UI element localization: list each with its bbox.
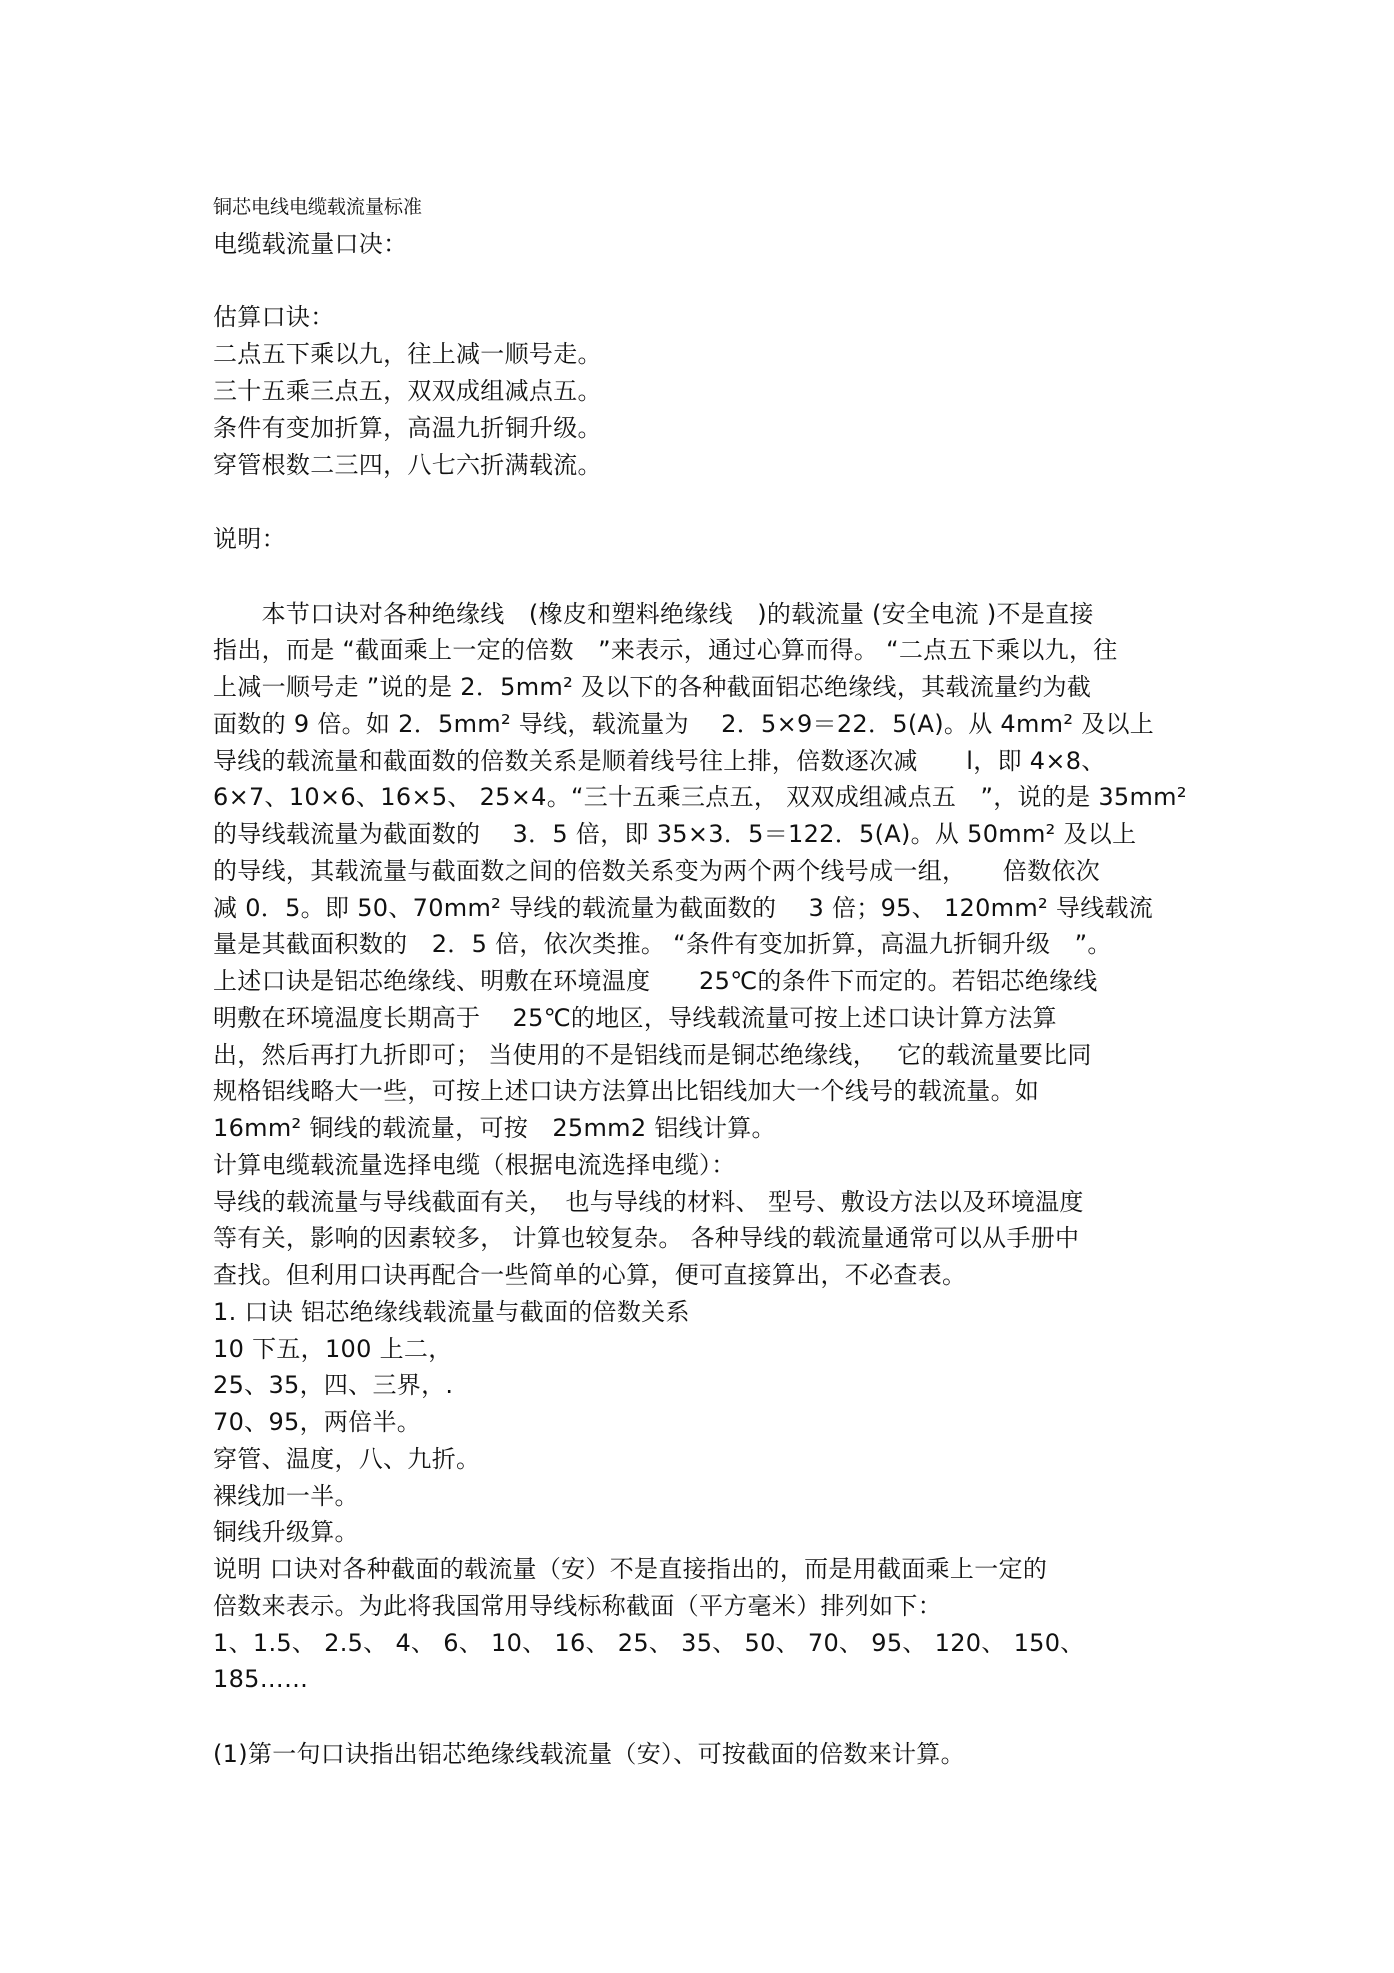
text-line: 10 下五，100 上二， — [213, 1335, 453, 1363]
text-line: 说明 口诀对各种截面的载流量（安）不是直接指出的，而是用截面乘上一定的 — [213, 1555, 1048, 1583]
text-line: (1)第一句口诀指出铝芯绝缘线载流量（安）、可按截面的倍数来计算。 — [213, 1740, 965, 1768]
text-line: 计算电缆载流量选择电缆（根据电流选择电缆）： — [213, 1151, 736, 1179]
text-line: 裸线加一半。 — [213, 1482, 359, 1510]
text-line: 70、95，两倍半。 — [213, 1408, 422, 1436]
text-line: 穿管根数二三四，八七六折满载流。 — [213, 451, 602, 479]
text-line: 185…… — [213, 1665, 309, 1693]
text-line: 减 0．5。即 50、70mm² 导线的载流量为截面数的 3 倍；95、 120mm² 导线载流 — [213, 894, 1154, 922]
text-line: 铜线升级算。 — [213, 1518, 359, 1546]
text-line: 三十五乘三点五，双双成组减点五。 — [213, 377, 602, 405]
text-line: 1、1.5、 2.5、 4、 6、 10、 16、 25、 35、 50、 70、 95、 120、 150、 — [213, 1629, 1085, 1657]
text-line: 本节口诀对各种绝缘线 (橡皮和塑料绝缘线 )的载流量 (安全电流 )不是直接 — [213, 600, 1094, 628]
text-line: 指出，而是 “截面乘上一定的倍数 ”来表示，通过心算而得。 “二点五下乘以九，往 — [213, 636, 1118, 664]
text-line: 的导线，其载流量与截面数之间的倍数关系变为两个两个线号成一组， 倍数依次 — [213, 857, 1101, 885]
text-line: 上述口诀是铝芯绝缘线、明敷在环境温度 25℃的条件下而定的。若铝芯绝缘线 — [213, 967, 1098, 995]
text-line: 的导线载流量为截面数的 3．5 倍，即 35×3．5＝122．5(A)。从 50mm² 及以上 — [213, 820, 1137, 848]
heading-estimate: 估算口诀： — [213, 303, 335, 331]
heading-explanation: 说明： — [213, 525, 286, 553]
text-line: 导线的载流量与导线截面有关， 也与导线的材料、 型号、敷设方法以及环境温度 — [213, 1188, 1084, 1216]
document-title: 铜芯电线电缆载流量标准 — [213, 196, 423, 218]
text-line: 等有关，影响的因素较多， 计算也较复杂。 各种导线的载流量通常可以从手册中 — [213, 1224, 1080, 1252]
text-line: 规格铝线略大一些，可按上述口诀方法算出比铝线加大一个线号的载流量。如 — [213, 1077, 1040, 1105]
text-line: 面数的 9 倍。如 2．5mm² 导线，载流量为 2．5×9＝22．5(A)。从 4mm² 及以上 — [213, 710, 1155, 738]
text-line: 6×7、10×6、16×5、 25×4。“三十五乘三点五， 双双成组减点五 ”，说的是 35mm² — [213, 783, 1187, 811]
text-line: 导线的载流量和截面数的倍数关系是顺着线号往上排，倍数逐次减 l，即 4×8、 — [213, 747, 1106, 775]
text-line: 倍数来表示。为此将我国常用导线标称截面（平方毫米）排列如下： — [213, 1592, 942, 1620]
text-line: 明敷在环境温度长期高于 25℃的地区，导线载流量可按上述口诀计算方法算 — [213, 1004, 1057, 1032]
heading-mnemonic: 电缆载流量口决： — [213, 230, 408, 258]
text-line: 出，然后再打九折即可； 当使用的不是铝线而是铜芯绝缘线， 它的载流量要比同 — [213, 1041, 1092, 1069]
text-line: 二点五下乘以九，往上减一顺号走。 — [213, 340, 602, 368]
text-line: 25、35，四、三界，. — [213, 1371, 454, 1399]
text-line: 16mm² 铜线的载流量，可按 25mm2 铝线计算。 — [213, 1114, 776, 1142]
text-line: 查找。但利用口诀再配合一些简单的心算，便可直接算出，不必查表。 — [213, 1261, 967, 1289]
text-line: 穿管、温度，八、九折。 — [213, 1445, 481, 1473]
text-line: 量是其截面积数的 2．5 倍，依次类推。 “条件有变加折算，高温九折铜升级 ”。 — [213, 930, 1112, 958]
text-line: 条件有变加折算，高温九折铜升级。 — [213, 414, 602, 442]
text-line: 1. 口诀 铝芯绝缘线载流量与截面的倍数关系 — [213, 1298, 690, 1326]
text-line: 上减一顺号走 ”说的是 2．5mm² 及以下的各种截面铝芯绝缘线，其载流量约为截 — [213, 673, 1092, 701]
